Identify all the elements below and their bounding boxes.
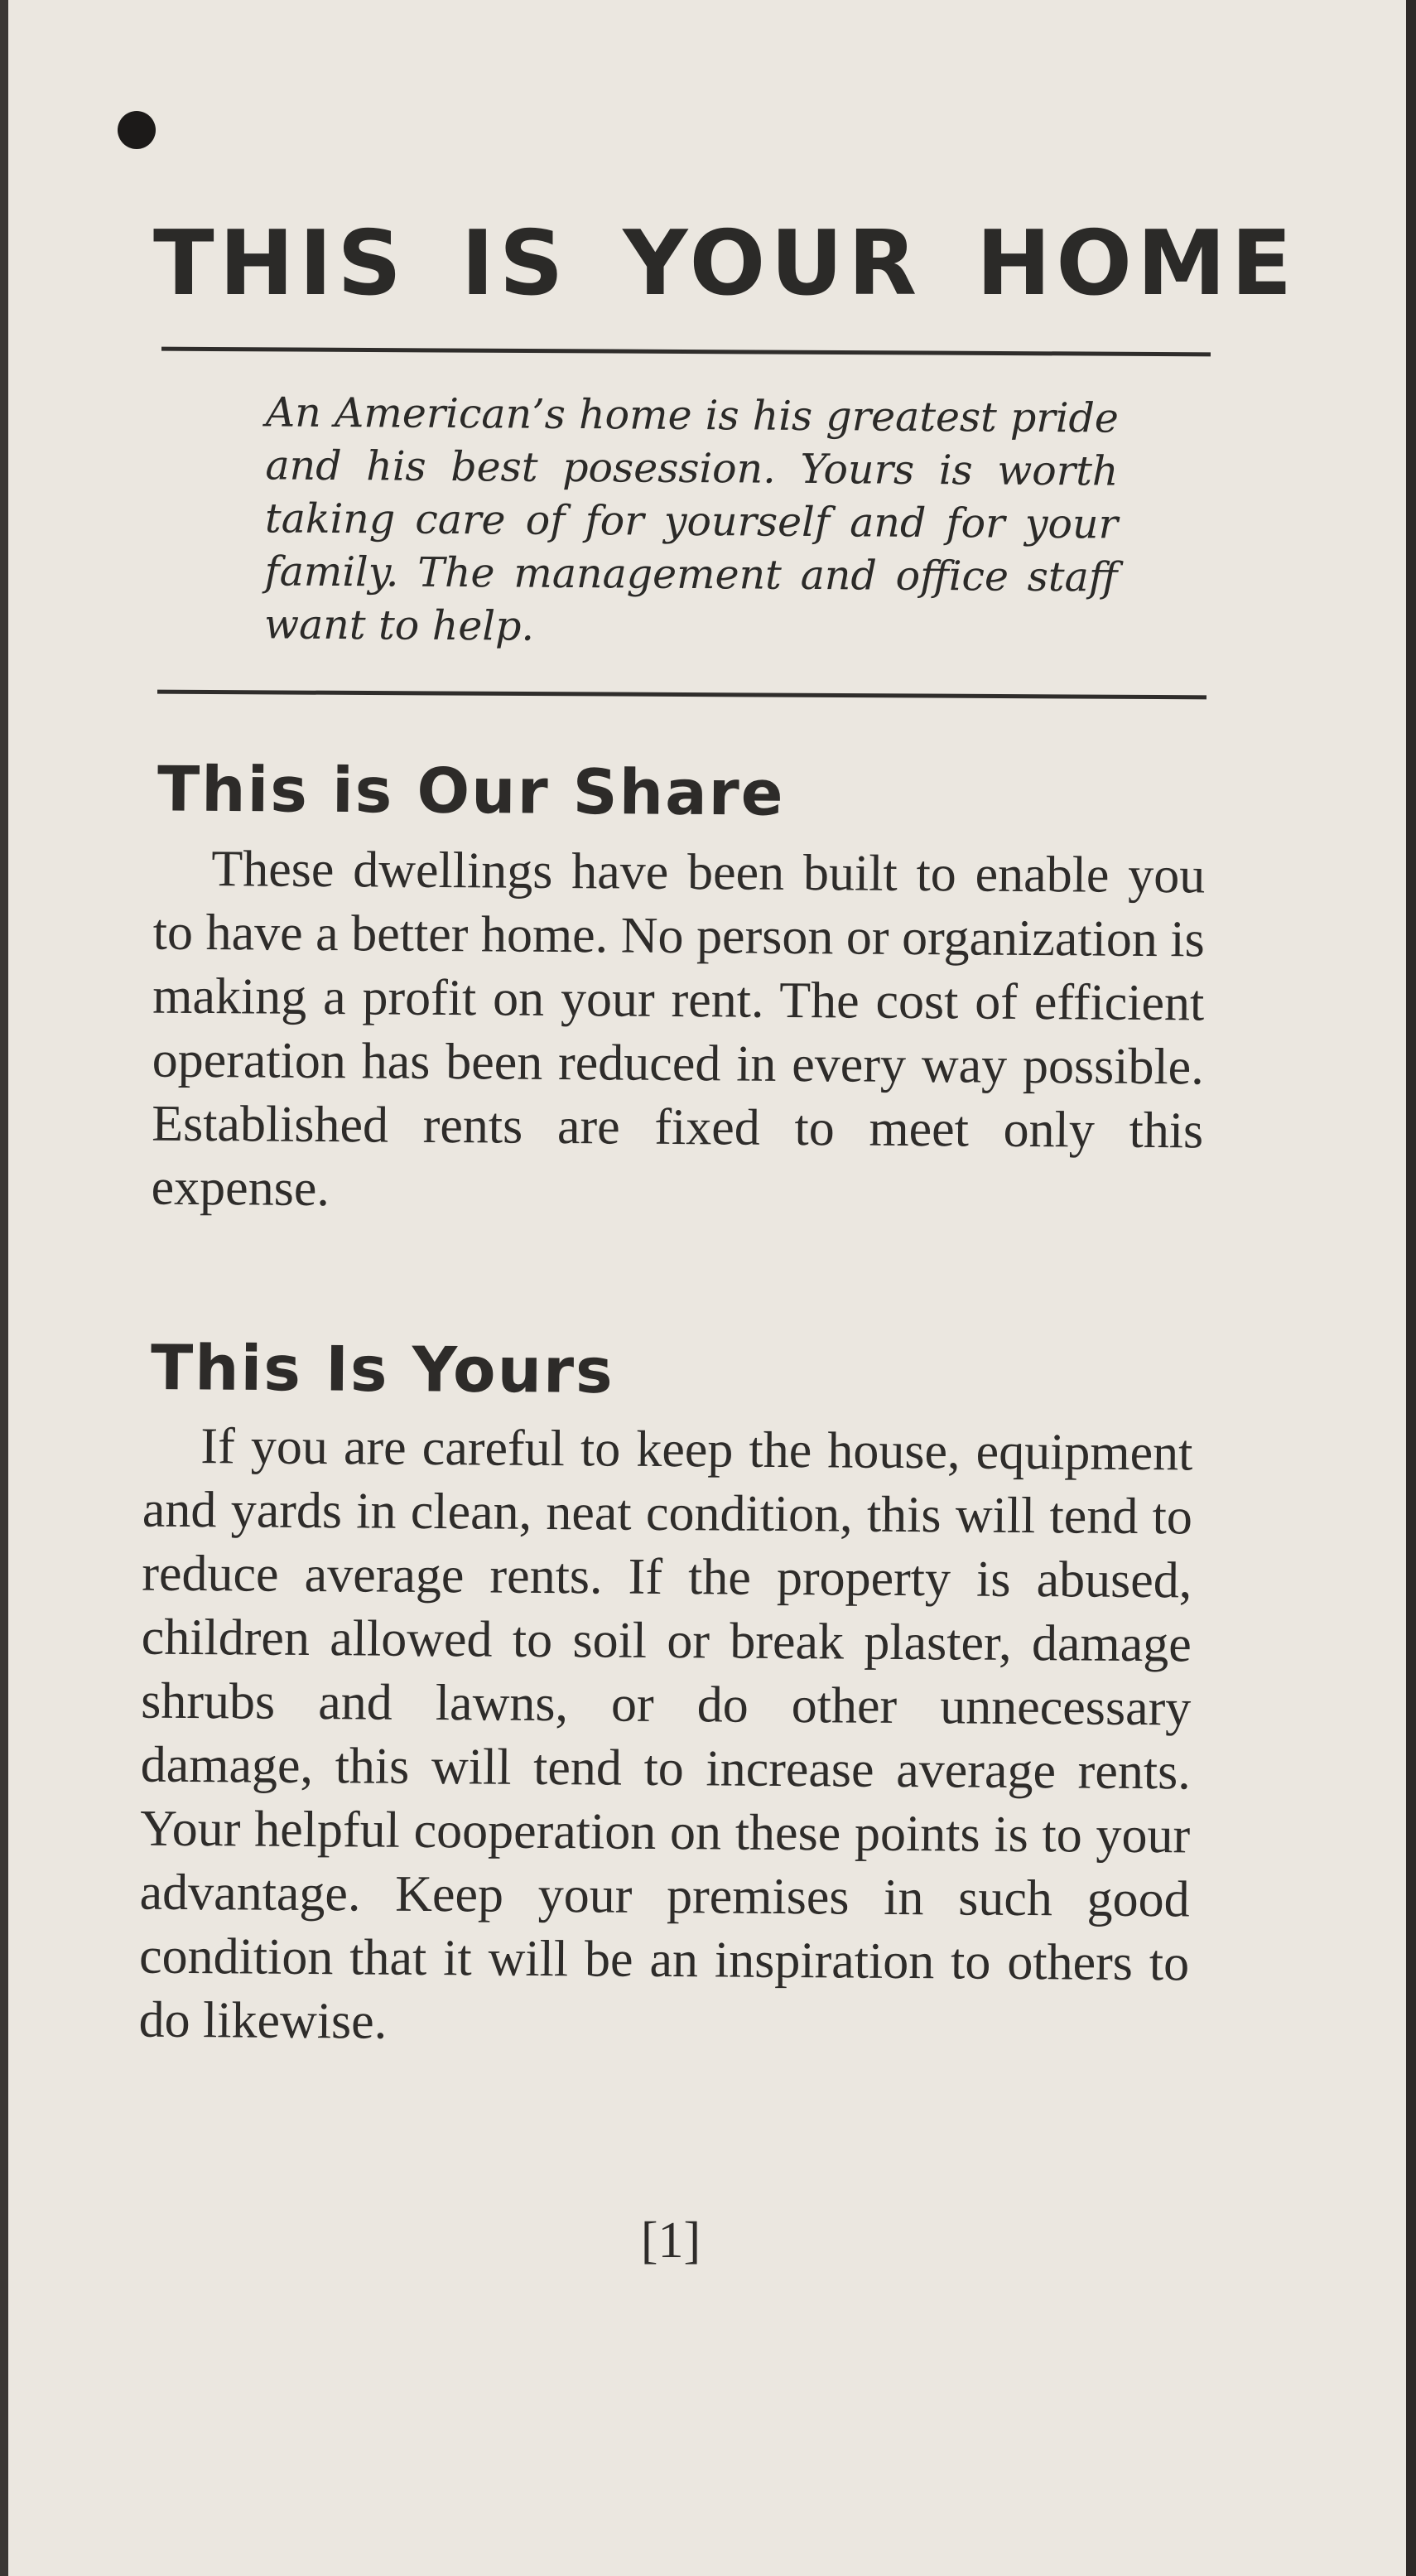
intro-divider [157, 690, 1206, 700]
section-heading-yours: This Is Yours [150, 1331, 614, 1407]
section-heading-our-share: This is Our Share [157, 752, 785, 830]
title-divider [161, 347, 1211, 357]
page-title: THIS IS YOUR HOME [153, 212, 1298, 316]
section-body-yours: If you are careful to keep the house, equipment and yards in clean, neat condition, this will tend to reduce average rents. If the property is abused, children allowed to soil or break plaster, damage shrubs and lawns, or do other unnecessary damage, this will tend to increase average rents. Your helpful cooperation on these points is to your advantage. Keep your premises in such good condition that it will be an inspiration to others to do likewise. [138, 1418, 1193, 2050]
intro-paragraph: An American’s home is his greatest pride and his best posession. Yours is worth taking care of for yourself and for your family. The management and office staff want to help. [263, 388, 1120, 650]
page-number: [1] [640, 2212, 701, 2269]
section-body-our-share: These dwellings have been built to enable you to have a better home. No person or organization is making a profit on your rent. The cost of efficient operation has been reduced in every way possible. Established rents are fixed to meet only this expense. [151, 841, 1206, 1218]
scan-right-edge [1406, 0, 1416, 2576]
punch-hole [118, 111, 156, 149]
booklet-page [8, 0, 1406, 2576]
